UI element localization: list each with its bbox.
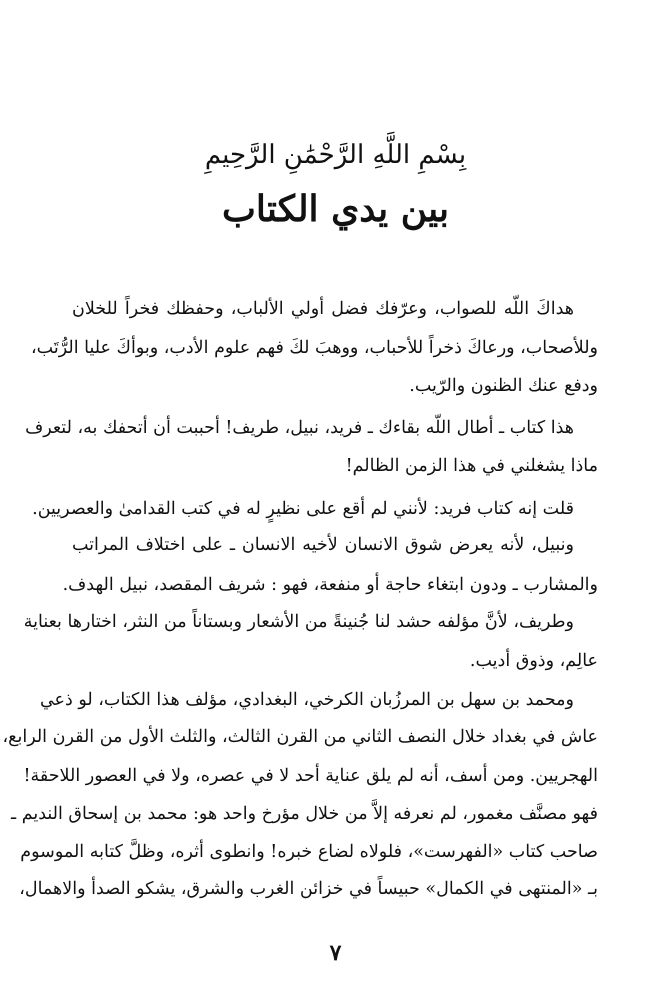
text-line: قلت إنه كتاب فريد: لأنني لم أقع على نظيرٍ له في كتب القدامىٰ والعصريين. [32, 499, 574, 519]
basmala-heading: بِسْمِ اللَّهِ الرَّحْمَٰنِ الرَّحِيمِ [204, 140, 467, 170]
chapter-title: بين يدي الكتاب [221, 188, 450, 230]
text-line: ودفع عنك الظنون والرّيب. [409, 376, 598, 396]
text-line: فهو مصنَّف مغمور، لم نعرفه إلاَّ من خلال مؤرخ واحد هو: محمد بن إسحاق النديم ـ [11, 804, 598, 824]
page-number: ٧ [329, 940, 342, 966]
text-line: هداكَ اللّه للصواب، وعرّفك فضل أولي الألباب، وحفظك فخراً للخلان [72, 299, 574, 319]
text-line: عاش في بغداد خلال النصف الثاني من القرن الثالث، والثلث الأول من القرن الرابع، [2, 727, 598, 747]
text-line: والمشارب ـ ودون ابتغاء حاجة أو منفعة، فهو : شريف المقصد، نبيل الهدف. [62, 575, 598, 595]
text-line: بـ «المنتهى في الكمال» حبيساً في خزائن الغرب والشرق، يشكو الصدأ والاهمال، [19, 879, 598, 899]
text-line: صاحب كتاب «الفهرست»، فلولاه لضاع خبره! وانطوى أثره، وظلَّ كتابه الموسوم [20, 842, 598, 862]
text-line: وطريف، لأنَّ مؤلفه حشد لنا جُنينةً من الأشعار وبستاناً من النثر، اختارها بعناية [23, 612, 574, 632]
text-line: ماذا يشغلني في هذا الزمن الظالم! [345, 456, 598, 476]
text-line: عالِم، وذوق أديب. [469, 651, 598, 671]
text-line: الهجريين. ومن أسف، أنه لم يلق عناية أحد لا في عصره، ولا في العصور اللاحقة! [23, 766, 598, 786]
text-line: هذا كتاب ـ أطال اللّه بقاءك ـ فريد، نبيل، طريف! أحببت أن أتحفك به، لتعرف [25, 418, 574, 438]
text-line: وللأصحاب، ورعاكَ ذخراً للأحباب، ووهبَ لكَ فهم علوم الأدب، وبوأكَ عليا الرُّتَب، [31, 338, 598, 358]
text-line: ونبيل، لأنه يعرض شوق الانسان لأخيه الانسان ـ على اختلاف المراتب [72, 535, 575, 555]
text-line: ومحمد بن سهل بن المرزُبان الكرخي، البغدادي، مؤلف هذا الكتاب، لو ذعي [39, 690, 574, 710]
